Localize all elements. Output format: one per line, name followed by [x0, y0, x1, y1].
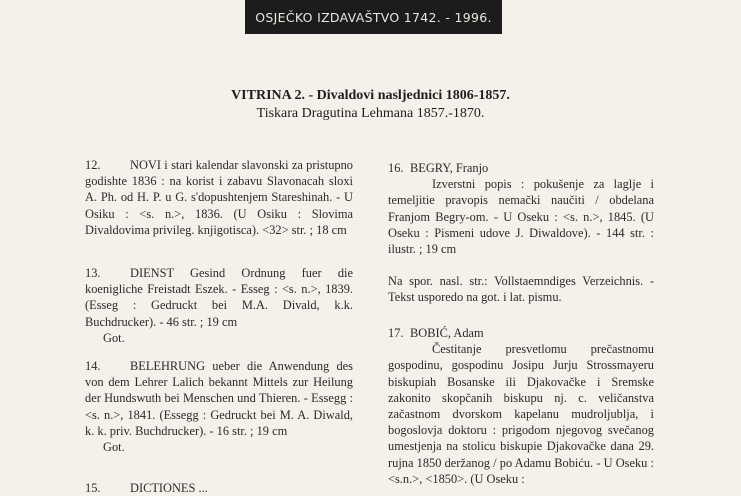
catalog-entry-14: [85, 358, 353, 455]
catalog-entry-12: [85, 157, 353, 238]
entry-number: 14.: [85, 359, 101, 373]
catalog-entry-15: [85, 480, 353, 496]
catalog-entry-17: [388, 325, 654, 487]
header-title: OSJEČKO IZDAVAŠTVO 1742. - 1996.: [255, 9, 492, 25]
entry-text: DIENST Gesind Ordnung fuer die koenigliche Freistadt Eszek. - Esseg : <s. n.>, 1839. (Esseg : Gedruckt bei M.A. Divald, k.k. Buchdrucker). - 46 str. ; 19 cm: [85, 266, 353, 329]
entry-note: Na spor. nasl. str.: Vollstaemndiges Verzeichnis. - Tekst usporedo na got. i lat. pismu.: [388, 274, 654, 305]
entry-note: Got.: [103, 440, 125, 455]
section-title-line1: VITRINA 2. - Divaldovi nasljednici 1806-1857.: [231, 88, 510, 103]
catalog-entry-13: [85, 265, 353, 346]
entry-number: 12.: [85, 158, 101, 172]
entry-heading: BEGRY, Franjo: [410, 161, 489, 175]
catalog-entry-16: [388, 160, 654, 306]
entry-text: BELEHRUNG ueber die Anwendung des von dem Lehrer Lalich bekannt Mittels zur Heilung der Hundswuth bei Menschen und Thieren. - Essegg : <s. n.>, 1841. (Essegg : Gedruckt bei M. A. Diwald, k. k. priv. Buchdrucker). - 16 str. ; 19 cm: [85, 359, 353, 438]
entry-text: Čestitanje presvetlomu prečastnomu gospodinu, gospodinu Josipu Jurju Strossmayeru biskupiah Bosanske ili Djakovačke i Sremske zakonito skopčanih biskupu nj. c. veličanstva začastnom dvorskom kapelanu mudroljublja, i bogoslovja doktoru : prigodom njegovog svečanog umestjenja na stolicu biskupie Djakovačke dana 29. rujna 1850 deržanog / po Adamu Bobiću. - U Oseku : <s.n.>, <1850>. (U Oseku :: [388, 342, 654, 486]
section-title: [0, 87, 741, 123]
entry-number: 15.: [85, 481, 101, 495]
entry-number: 13.: [85, 266, 101, 280]
entry-text: DICTIONES ...: [130, 481, 208, 495]
entry-heading: BOBIĆ, Adam: [410, 326, 484, 340]
entry-text: Izverstni popis : pokušenje za laglje i temeljitie pravopis nemački naučiti / obdelana Franjom Begry-om. - U Oseku : <s. n.>, 1845. (U Oseku : Pismeni udove J. Diwaldove). - 144 str. : ilustr. ; 19 cm: [388, 177, 654, 257]
entry-number: 17.: [388, 326, 404, 340]
entry-text: NOVI i stari kalendar slavonski za pristupno godishte 1836 : na korist i zabavu Slavonacah sloxi A. Ph. od H. P. u G. s'dopushtenjem Stareshinah. - U Osiku : <s. n.>, 1836. (U Osiku : Slovima Divaldovima privileg. knjigotisca). <32> str. ; 18 cm: [85, 158, 353, 237]
header-band: [245, 0, 502, 34]
entry-note: Got.: [103, 330, 125, 345]
section-title-line2: Tiskara Dragutina Lehmana 1857.-1870.: [256, 106, 485, 121]
entry-number: 16.: [388, 161, 404, 175]
